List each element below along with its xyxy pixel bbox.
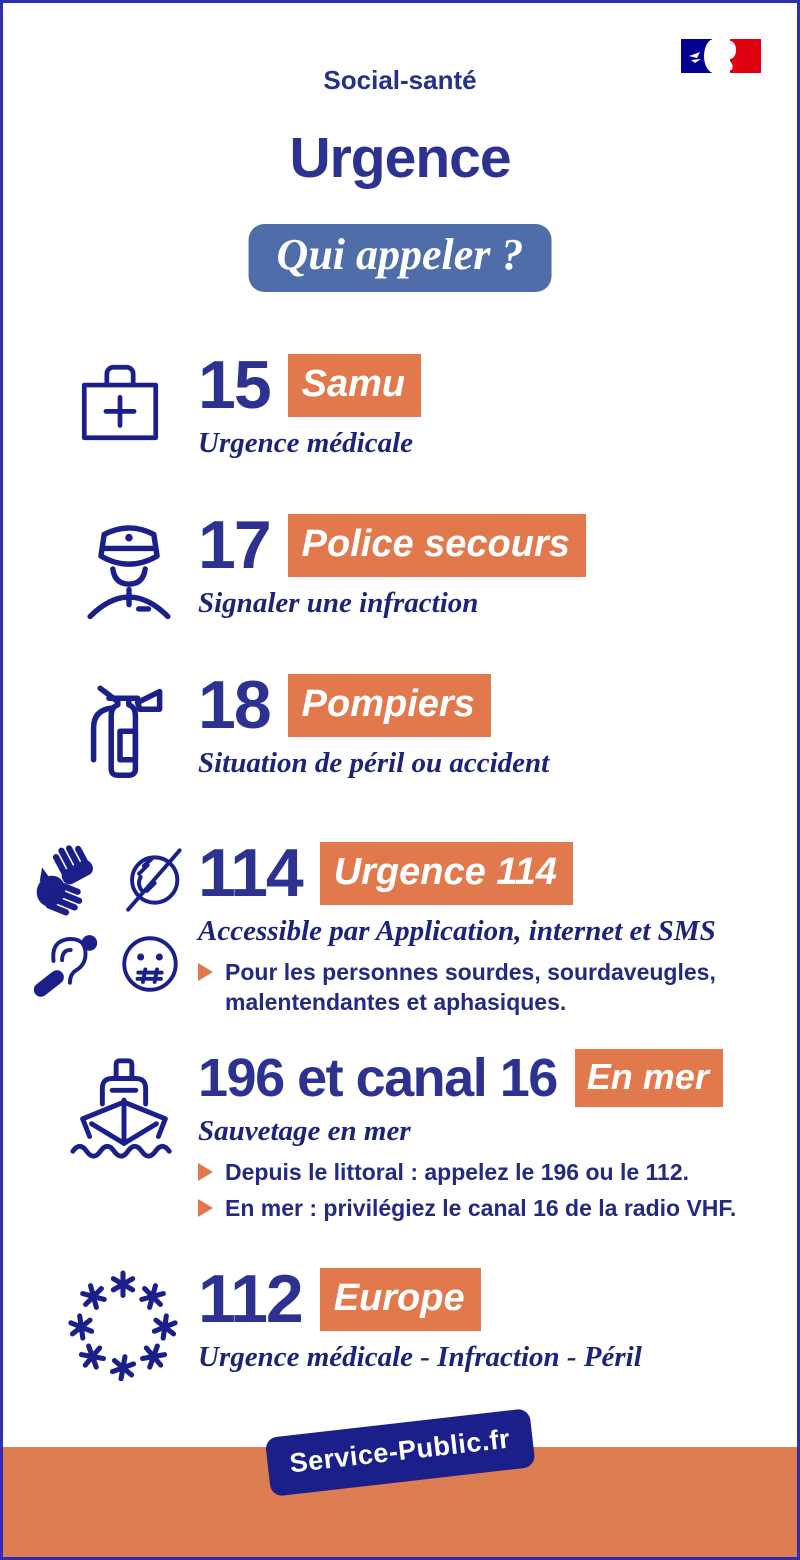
row-urgence-114 [3, 835, 797, 1024]
service-subtitle: Sauvetage en mer [198, 1115, 411, 1147]
service-subtitle: Situation de péril ou accident [198, 747, 550, 779]
emergency-number: 18 [198, 667, 270, 743]
deafblind-icon [111, 841, 189, 919]
question-badge: Qui appeler ? [249, 224, 552, 292]
bullet-text: En mer : privilégiez le canal 16 de la radio VHF. [225, 1194, 737, 1221]
bullet-item [198, 1194, 797, 1224]
row-europe [3, 1261, 797, 1374]
row-en-mer [3, 1049, 797, 1230]
triangle-bullet-icon [198, 1163, 213, 1181]
eu-stars-icon [67, 1269, 179, 1386]
service-subtitle: Urgence médicale - Infraction - Péril [198, 1341, 642, 1373]
service-subtitle: Accessible par Application, internet et SMS [198, 915, 716, 947]
aphasia-face-icon [111, 925, 189, 1003]
service-badge: Pompiers [288, 674, 491, 737]
triangle-bullet-icon [198, 1199, 213, 1217]
row-samu [3, 347, 797, 460]
marianne-flag-icon [681, 39, 761, 73]
triangle-bullet-icon [198, 963, 213, 981]
row-police [3, 507, 797, 620]
bullet-text: Pour les personnes sourdes, sourdaveugles, malentendantes et aphasiques. [225, 959, 716, 1015]
sign-language-icon [27, 841, 105, 919]
first-aid-kit-icon [73, 355, 167, 454]
bullet-item [198, 1158, 797, 1188]
service-subtitle: Urgence médicale [198, 427, 414, 459]
emergency-number: 15 [198, 347, 270, 423]
emergency-number: 112 [198, 1261, 302, 1337]
bullet-list [198, 958, 718, 1018]
boat-icon [65, 1051, 183, 1168]
service-badge: Police secours [288, 514, 586, 577]
service-badge: Samu [288, 354, 421, 417]
service-public-logo[interactable]: Service-Public.fr [265, 1408, 536, 1497]
deaf-ear-icon [27, 925, 105, 1003]
emergency-number: 17 [198, 507, 270, 583]
police-officer-icon [75, 513, 183, 630]
service-badge: Europe [320, 1268, 481, 1331]
category-label: Social-santé [323, 65, 477, 95]
service-badge: Urgence 114 [320, 842, 573, 905]
fire-extinguisher-icon [65, 673, 175, 790]
page-title: Urgence [289, 126, 511, 190]
service-badge: En mer [575, 1049, 723, 1107]
bullet-text: Depuis le littoral : appelez le 196 ou le 112. [225, 1159, 690, 1185]
emergency-number: 114 [198, 835, 302, 911]
service-subtitle: Signaler une infraction [198, 587, 479, 619]
bullet-item [198, 958, 718, 1018]
row-pompiers [3, 667, 797, 780]
emergency-number: 196 et canal 16 [198, 1048, 557, 1108]
bullet-list [198, 1158, 797, 1224]
accessibility-icons [27, 841, 189, 1003]
